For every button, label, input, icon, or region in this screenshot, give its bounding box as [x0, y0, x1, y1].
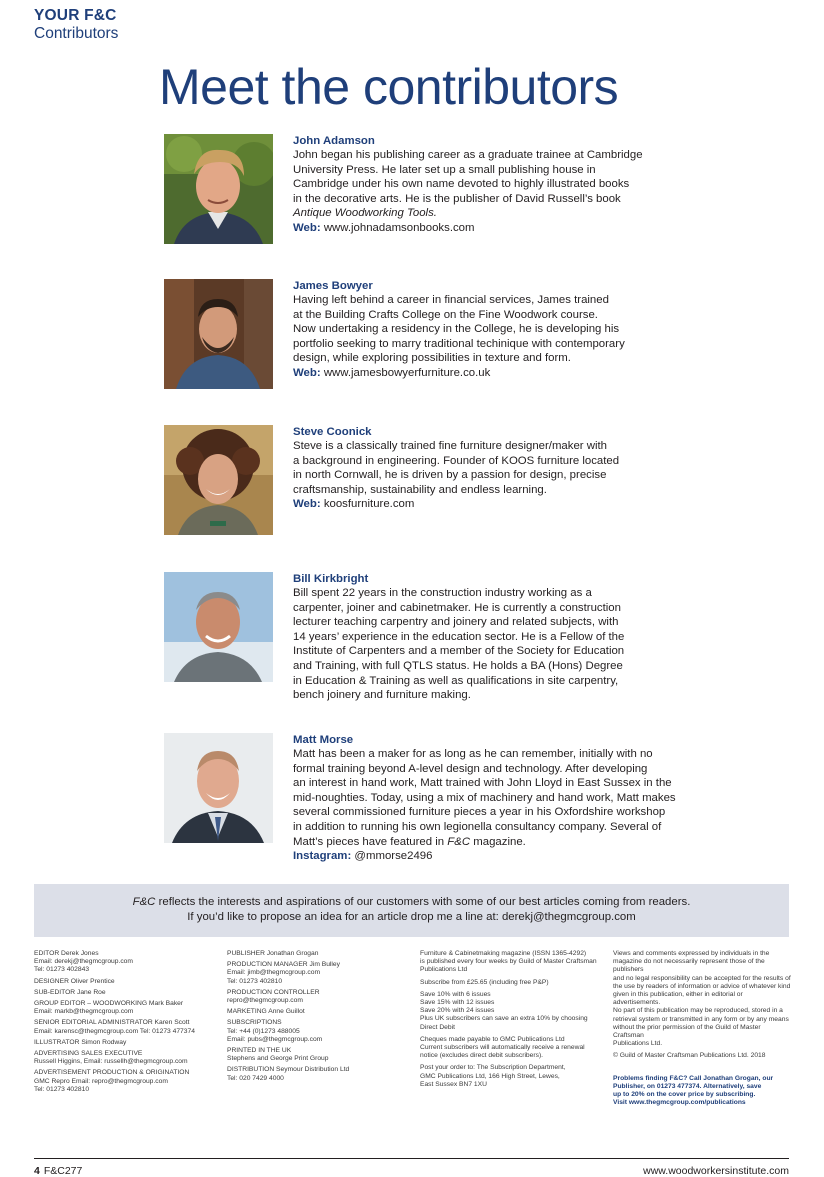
- link-label: Web:: [293, 366, 321, 379]
- portrait-photo-icon: [164, 134, 273, 244]
- web-link[interactable]: koosfurniture.com: [323, 498, 415, 511]
- masthead-entry: ADVERTISING SALES EXECUTIVE Russell Higgins, Email: russellh@thegmcgroup.com: [34, 1050, 188, 1066]
- masthead-entry: DESIGNER Oliver Prentice: [34, 977, 115, 985]
- masthead-column-production: [227, 950, 412, 1086]
- masthead-paragraph: Save 10% with 6 issues Save 15% with 12 issues Save 20% with 24 issues Plus UK subscribers can save an extra 10% by choosing Direct Debit: [420, 990, 588, 1031]
- portrait-photo-icon: [164, 425, 273, 535]
- portrait-photo-icon: [164, 279, 273, 389]
- contributor-bio: [293, 572, 693, 703]
- contributor-name: John Adamson: [293, 135, 375, 147]
- contributor-bio-text: [293, 747, 693, 849]
- contributor-name: James Bowyer: [293, 280, 373, 292]
- issue-number: F&C277: [43, 1165, 83, 1177]
- masthead-paragraph: Views and comments expressed by individuals in the magazine do not necessarily represent those of the publishers and no legal responsibility can be accepted for the results of the use by readers of information or advice of whatever kind given in this publication, either in editorial or advertisements. No part of this publication may be reproduced, stored in a retrieval system or transmitted in any form or by any means without the prior permission of the Guild of Master Craftsman Publications Ltd.: [613, 950, 791, 1048]
- contributor-bio-text: Steve is a classically trained fine furniture designer/maker with a background in engineering. Founder of KOOS furniture located in north Cornwall, he is driven by a passion for design, precise craftsmanship, sustainability and endless learning.: [293, 440, 620, 496]
- portrait-photo-icon: [164, 572, 273, 682]
- footer-page-info: [34, 1165, 82, 1177]
- contributor-portrait: [164, 425, 273, 535]
- link-label: Web:: [293, 498, 321, 511]
- masthead-entry: SUB-EDITOR Jane Roe: [34, 988, 106, 996]
- masthead-column-legal: [613, 950, 791, 1111]
- web-link[interactable]: www.jamesbowyerfurniture.co.uk: [323, 366, 491, 379]
- bio-text-italic: F&C: [447, 835, 471, 848]
- footer-website[interactable]: www.woodworkersinstitute.com: [643, 1165, 789, 1177]
- masthead-paragraph: Subscribe from £25.65 (including free P&P): [420, 978, 549, 986]
- masthead-entry: SENIOR EDITORIAL ADMINISTRATOR Karen Scott Email: karensc@thegmcgroup.com Tel: 01273 477374: [34, 1019, 195, 1035]
- contributor-bio: [293, 425, 693, 512]
- masthead-entry: PUBLISHER Jonathan Grogan: [227, 950, 319, 957]
- contributor-bio: [293, 279, 693, 381]
- contributor-portrait: [164, 572, 273, 682]
- contributor-name: Bill Kirkbright: [293, 573, 369, 585]
- masthead-entry: EDITOR Derek Jones Email: derekj@thegmcgroup.com Tel: 01273 402843: [34, 950, 133, 974]
- contributor-bio-text: Having left behind a career in financial services, James trained at the Building Crafts College on the Fine Woodwork course. Now undertaking a residency in the College, he is developing his portfolio seeking to marry traditional techinique with contemporary design, while exploring possibilities in texture and form.: [293, 294, 625, 365]
- link-label: Web:: [293, 221, 321, 234]
- link-label: Instagram:: [293, 850, 352, 863]
- masthead-entry: PRODUCTION MANAGER Jim Bulley Email: jimb@thegmcgroup.com Tel: 01273 402810: [227, 961, 340, 985]
- section-tag: [34, 8, 118, 41]
- contributor-name: Matt Morse: [293, 734, 354, 746]
- masthead-paragraph: Furniture & Cabinetmaking magazine (ISSN 1365-4292) is published every four weeks by Guild of Master Craftsman Publications Ltd: [420, 950, 597, 974]
- contributor-portrait: [164, 279, 273, 389]
- masthead-column-subscriptions: [420, 950, 600, 1093]
- contributor-web: [293, 497, 693, 512]
- masthead-entry: ILLUSTRATOR Simon Rodway: [34, 1038, 127, 1046]
- contributor-bio-text: [293, 148, 693, 221]
- instagram-link[interactable]: @mmorse2496: [354, 850, 433, 863]
- bio-text-main: John began his publishing career as a graduate trainee at Cambridge University Press. He later set up a small publishing house in Cambridge under his own name devoted to highly illustrated books in the decorative arts. He is the publisher of David Russell’s book: [293, 149, 643, 205]
- contributor-web: [293, 221, 693, 236]
- bio-text-italic: Antique Woodworking Tools.: [293, 207, 437, 220]
- portrait-photo-icon: [164, 733, 273, 843]
- banner-line-2: If you’d like to propose an idea for an article drop me a line at: derekj@thegmcgroup.com: [187, 911, 636, 923]
- web-link[interactable]: www.johnadamsonbooks.com: [323, 221, 475, 234]
- masthead-paragraph: Cheques made payable to GMC Publications Ltd Current subscribers will automatically receive a renewal notice (excludes direct debit subscribers).: [420, 1035, 585, 1060]
- contributor-portrait: [164, 733, 273, 843]
- copyright-notice: © Guild of Master Craftsman Publications Ltd. 2018: [613, 1052, 766, 1060]
- masthead-paragraph: Post your order to: The Subscription Department, GMC Publications Ltd, 166 High Street, Lewes, East Sussex BN7 1XU: [420, 1064, 566, 1088]
- subscription-note: Problems finding F&C? Call Jonathan Grogan, our Publisher, on 01273 477374. Alternatively, save up to 20% on the cover price by subscribing. Visit www.thegmcgroup.com/publications: [613, 1074, 774, 1107]
- info-banner: [34, 884, 789, 937]
- page-title: Meet the contributors: [159, 59, 619, 115]
- page-number: 4: [34, 1165, 40, 1177]
- contributor-bio: [293, 134, 693, 236]
- masthead-entry: PRINTED IN THE UK Stephens and George Print Group: [227, 1047, 329, 1063]
- contributor-name: Steve Coonick: [293, 426, 372, 438]
- masthead-entry: SUBSCRIPTIONS Tel: +44 (0)1273 488005 Email: pubs@thegmcgroup.com: [227, 1019, 323, 1043]
- masthead-column-staff: [34, 950, 224, 1097]
- section-tag-subtitle: Contributors: [34, 24, 119, 42]
- footer-divider: [34, 1158, 789, 1159]
- masthead-entry: GROUP EDITOR – WOODWORKING Mark Baker Email: markb@thegmcgroup.com: [34, 1000, 184, 1016]
- contributor-web: [293, 366, 693, 381]
- contributor-bio: [293, 733, 693, 864]
- masthead-entry: MARKETING Anne Guillot: [227, 1008, 305, 1016]
- masthead-entry: ADVERTISEMENT PRODUCTION & ORIGINATION GMC Repro Email: repro@thegmcgroup.com Tel: 01273 402810: [34, 1069, 190, 1093]
- masthead-entry: PRODUCTION CONTROLLER repro@thegmcgroup.com: [227, 988, 320, 1005]
- banner-line-1: [34, 895, 789, 910]
- contributor-bio-text: Bill spent 22 years in the construction industry working as a carpenter, joiner and cabinetmaker. He is currently a construction lecturer teaching carpentry and joinery and related subjects, with 14 years’ experience in the education sector. He is a Fellow of the Institute of Carpenters and a member of the Society for Education and Training, with full QTLS status. He holds a BA (Hons) Degree in Education & Training as well as qualifications in site carpentry, bench joinery and furniture making.: [293, 587, 625, 702]
- contributor-portrait: [164, 134, 273, 244]
- contributor-instagram: [293, 849, 693, 864]
- bio-text-after: magazine.: [470, 835, 526, 848]
- masthead-entry: DISTRIBUTION Seymour Distribution Ltd Tel: 020 7429 4000: [227, 1066, 350, 1082]
- banner-line-1-text: reflects the interests and aspirations of our customers with some of our best articles coming from readers.: [155, 896, 691, 908]
- banner-brand: F&C: [132, 896, 156, 908]
- section-tag-title: YOUR F&C: [34, 7, 117, 24]
- bio-text-main: Matt has been a maker for as long as he can remember, initially with no formal training beyond A-level design and technology. After developing an interest in hand work, Matt trained with John Lloyd in East Sussex in the mid-noughties. Today, using a mix of machinery and hand work, Matt makes several commissioned furniture pieces a year in his Oxfordshire workshop in addition to running his own legionella consultancy company. Several of Matt’s pieces have featured in: [293, 748, 676, 848]
